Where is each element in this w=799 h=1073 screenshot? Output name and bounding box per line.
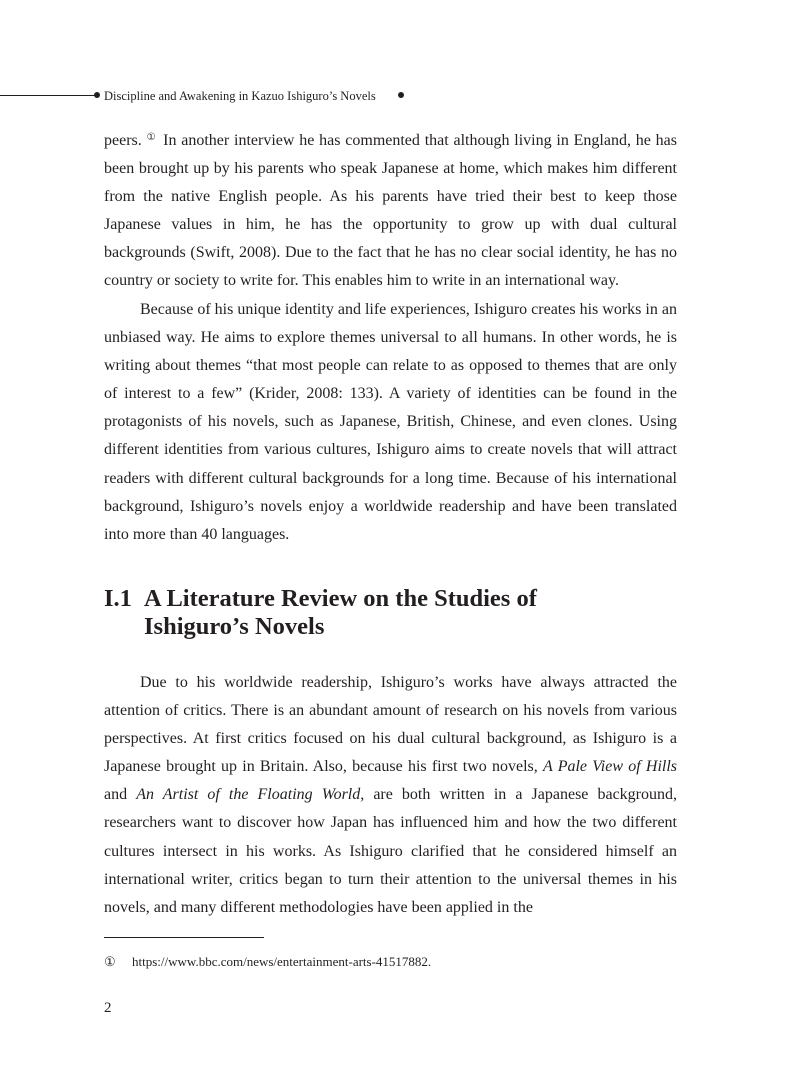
paragraph-1 (104, 127, 677, 296)
section-title-line-1: A Literature Review on the Studies of (144, 585, 537, 612)
paragraph-3-start: Due to his worldwide readership, Ishiguro’s works have always attracted the attention of critics. There is an abundant amount of research on his novels from various perspectives. At first critics focused on his dual cultural background, as Ishiguro is a Japanese brought up in Britain. Also, because his first two novels, (104, 674, 677, 776)
header-bullet-right (398, 92, 404, 98)
running-header (0, 86, 420, 106)
header-bullet-left (94, 92, 100, 98)
paragraph-2: Because of his unique identity and life experiences, Ishiguro creates his works in an unbiased way. He aims to explore themes universal to all humans. In other words, he is writing about themes “that most people can relate to as opposed to themes that are only of interest to a few” (Krider, 2008: 133). A variety of identities can be found in the protagonists of his novels, such as Japanese, British, Chinese, and even clones. Using different identities from various cultures, Ishiguro aims to create novels that will attract readers with different cultural backgrounds for a long time. Because of his international background, Ishiguro’s novels enjoy a worldwide readership and have been translated into more than 40 languages. (104, 301, 677, 543)
footnote-mark: ① (104, 954, 116, 969)
header-rule (0, 95, 96, 96)
book-title-pale-view: A Pale View of Hills (543, 758, 678, 776)
footnote-separator (104, 937, 264, 938)
book-title-artist-floating-world: An Artist of the Floating World (136, 786, 361, 804)
section-title-line-2: Ishiguro’s Novels (144, 613, 325, 640)
footnote-link[interactable]: https://www.bbc.com/news/entertainment-arts-41517882. (132, 954, 432, 969)
footnote (104, 953, 431, 971)
running-title: Discipline and Awakening in Kazuo Ishiguro’s Novels (104, 89, 376, 103)
paragraph-1-start: peers. (104, 132, 142, 149)
section-number: I.1 (104, 585, 132, 612)
paragraph-3-and: and (104, 786, 137, 804)
section-heading (104, 585, 704, 641)
footnote-reference[interactable]: ① (145, 131, 157, 143)
page-number: 2 (104, 1000, 112, 1016)
paragraph-3 (104, 669, 677, 922)
paragraph-3-rest: , are both written in a Japanese background, researchers want to discover how Japan has influenced him and how the two different cultures intersect in his works. As Ishiguro clarified that he considered himself an international writer, critics began to turn their attention to the universal themes in his novels, and many different methodologies have been applied in the (104, 786, 678, 916)
paragraph-1-rest: In another interview he has commented that although living in England, he has been brought up by his parents who speak Japanese at home, which makes him different from the native English people. As his parents have tried their best to keep those Japanese values in him, he has the opportunity to grow up with dual cultural backgrounds (Swift, 2008). Due to the fact that he has no clear social identity, he has no country or society to write for. This enables him to write in an international way. (104, 132, 677, 290)
